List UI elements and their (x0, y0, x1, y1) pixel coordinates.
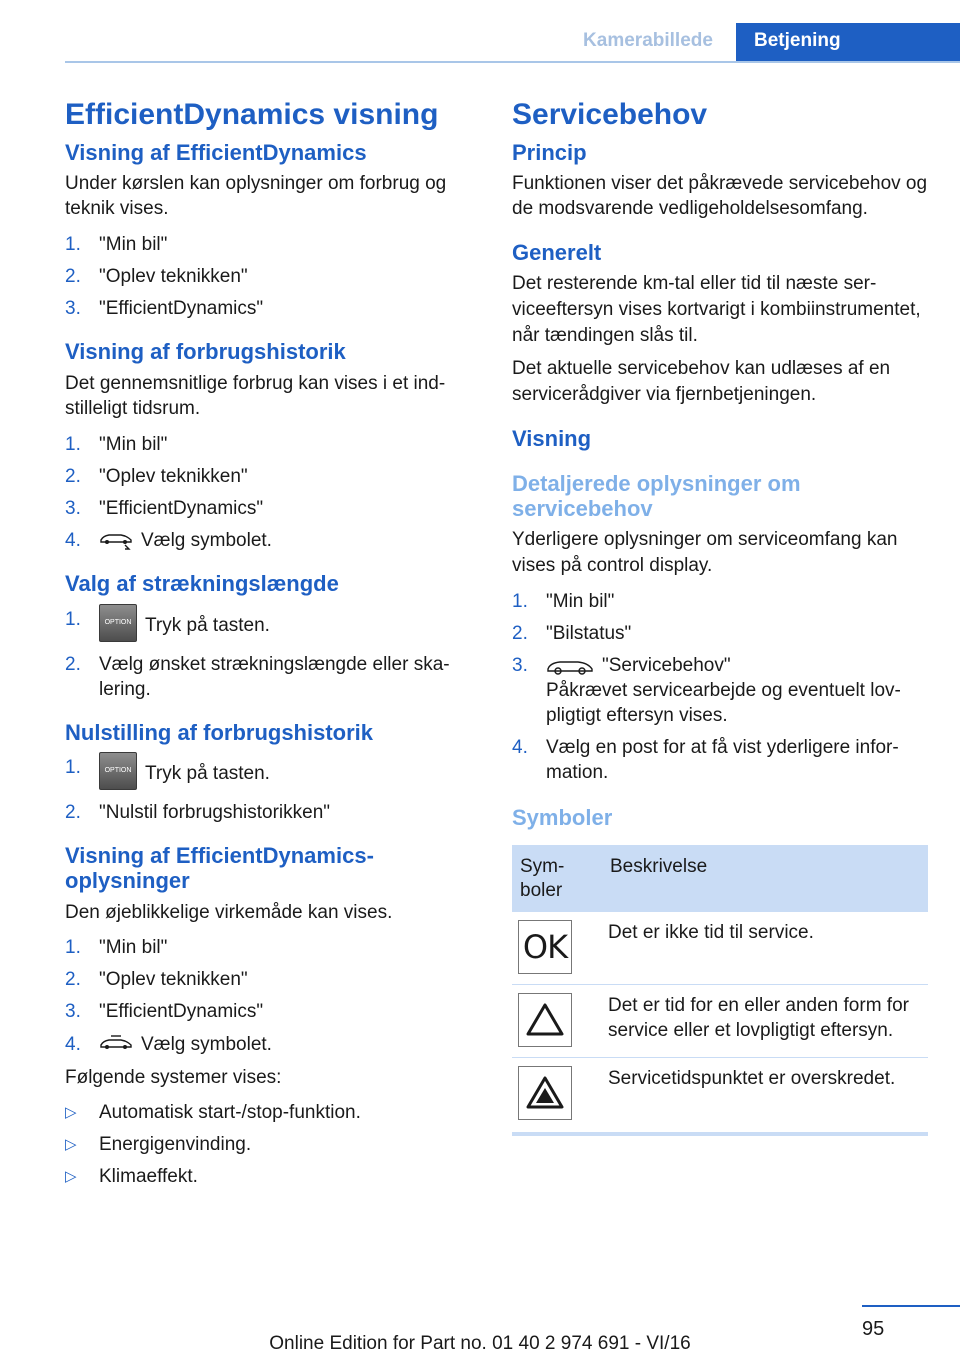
heading-straekningslaengde: Valg af strækningslængde (65, 571, 339, 597)
list-item: 3. "Servicebehov" Påkrævet servicearbejde og eventuelt lovpligtigt eftersyn vises. (512, 654, 901, 727)
list-item: 1. "Min bil" (65, 937, 168, 959)
warning-triangle-icon (518, 993, 572, 1047)
steps-list (65, 232, 465, 321)
car-service-icon (546, 655, 594, 677)
warning-triangle-filled-icon (518, 1066, 572, 1120)
page-title-left: EfficientDynamics visning (65, 98, 439, 131)
heading-princip: Princip (512, 139, 587, 165)
list-item: 3. "EfficientDynamics" (65, 1001, 264, 1023)
ok-symbol-icon: OK (518, 920, 572, 974)
header-chapter-tab (736, 23, 960, 63)
paragraph: Den øjeblikkelige virkemåde kan vises. (65, 901, 393, 923)
paragraph: Funktionen viser det påkrævede servicebehov og de modsvarende vedligeholdelsesomfang. (512, 172, 928, 220)
steps-list (65, 607, 465, 702)
heading-symboler: Symboler (512, 805, 613, 831)
heading-forbrugshistorik: Visning af forbrugshistorik (65, 339, 346, 365)
header-section-tab: Kamerabillede (583, 30, 713, 51)
header-rule (65, 61, 960, 63)
list-item: 2. "Bilstatus" (512, 622, 632, 644)
paragraph: Under kørslen kan oplysninger om forbrug og teknik vises. (65, 172, 447, 220)
left-column (65, 96, 465, 1197)
footer-edition: Online Edition for Part no. 01 40 2 974 691 - VI/16 (269, 1333, 691, 1354)
heading-detaljerede-oplysninger: Detaljerede oplysninger om servicebehov (512, 470, 801, 522)
list-item: ▷ Klimaeffekt. (65, 1166, 198, 1188)
list-item: 2. "Oplev teknikken" (65, 465, 248, 487)
list-item-sub: Påkrævet servicearbejde og eventuelt lovpligtigt eftersyn vises. (546, 679, 901, 727)
list-item: 2. "Oplev teknikken" (65, 266, 248, 288)
triangle-bullet-icon: ▷ (65, 1104, 77, 1122)
heading-efficientdynamics-oplysninger: Visning af EfficientDynamics-oplysninger (65, 843, 374, 894)
triangle-bullet-icon: ▷ (65, 1136, 77, 1154)
bullet-list (65, 1100, 465, 1189)
list-item: 1. OPTION Tryk på tasten. (65, 607, 465, 645)
symbols-table (512, 845, 928, 1136)
header-chapter-label: Betjening (754, 30, 841, 51)
steps-list (512, 589, 928, 786)
table-cell-description: Det er ikke tid til service. (602, 912, 928, 985)
table-row (512, 912, 928, 985)
list-item: ▷ Energigenvinding. (65, 1134, 252, 1156)
table-cell-description: Det er tid for en eller anden form for service eller et lovpligtigt eftersyn. (602, 984, 928, 1057)
option-button-icon: OPTION (99, 752, 137, 790)
list-item: 1. "Min bil" (65, 234, 168, 256)
steps-list (65, 432, 465, 553)
list-item: 2. "Oplev teknikken" (65, 969, 248, 991)
paragraph: Det gennemsnitlige forbrug kan vises i et indstilleligt tidsrum. (65, 372, 446, 420)
car-efficiency-icon (99, 1033, 133, 1055)
table-header-symbols: Symboler (512, 845, 602, 912)
steps-list (65, 755, 465, 825)
option-button-icon: OPTION (99, 604, 137, 642)
list-item: 3. "EfficientDynamics" (65, 498, 264, 520)
heading-visning-efficientdynamics: Visning af EfficientDynamics (65, 139, 367, 165)
list-item: 1. OPTION Tryk på tasten. (65, 755, 465, 793)
right-column (512, 96, 928, 1136)
paragraph: Det aktuelle servicebehov kan udlæses af en servicerådgiver via fjernbetjeningen. (512, 358, 891, 405)
list-item: 4. Vælg symbolet. (65, 1033, 272, 1055)
list-item: 1. "Min bil" (512, 590, 615, 612)
table-header-row (512, 845, 928, 912)
table-cell-description: Servicetidspunktet er overskredet. (602, 1057, 928, 1134)
heading-nulstilling: Nulstilling af forbrugshistorik (65, 719, 374, 745)
list-item: ▷ Automatisk start-/stop-funktion. (65, 1102, 361, 1124)
triangle-bullet-icon: ▷ (65, 1168, 77, 1186)
list-item: 2. Vælg ønsket strækningslængde eller skalering. (65, 653, 450, 700)
page-title-right: Servicebehov (512, 98, 708, 131)
car-consumption-icon (99, 530, 133, 552)
paragraph: Følgende systemer vises: (65, 1066, 282, 1088)
table-header-description: Beskrivelse (602, 845, 928, 912)
paragraph: Yderligere oplysninger om serviceomfang kan vises på control display. (512, 529, 898, 577)
list-item: 4. Vælg en post for at få vist yderligere information. (512, 737, 899, 784)
list-item: 3. "EfficientDynamics" (65, 298, 264, 320)
page-number: 95 (862, 1318, 885, 1340)
footer-rule (862, 1305, 960, 1307)
paragraph: Det resterende km-tal eller tid til næste serviceeftersyn vises kortvarigt i kombiinstrumentet, når tændingen slås til. (512, 273, 921, 346)
table-row (512, 984, 928, 1057)
table-row (512, 1057, 928, 1134)
steps-list (65, 935, 465, 1056)
list-item: 4. Vælg symbolet. (65, 530, 272, 552)
heading-generelt: Generelt (512, 240, 602, 266)
list-item: 2. "Nulstil forbrugshistorikken" (65, 801, 331, 823)
list-item: 1. "Min bil" (65, 433, 168, 455)
heading-visning: Visning (512, 425, 592, 451)
